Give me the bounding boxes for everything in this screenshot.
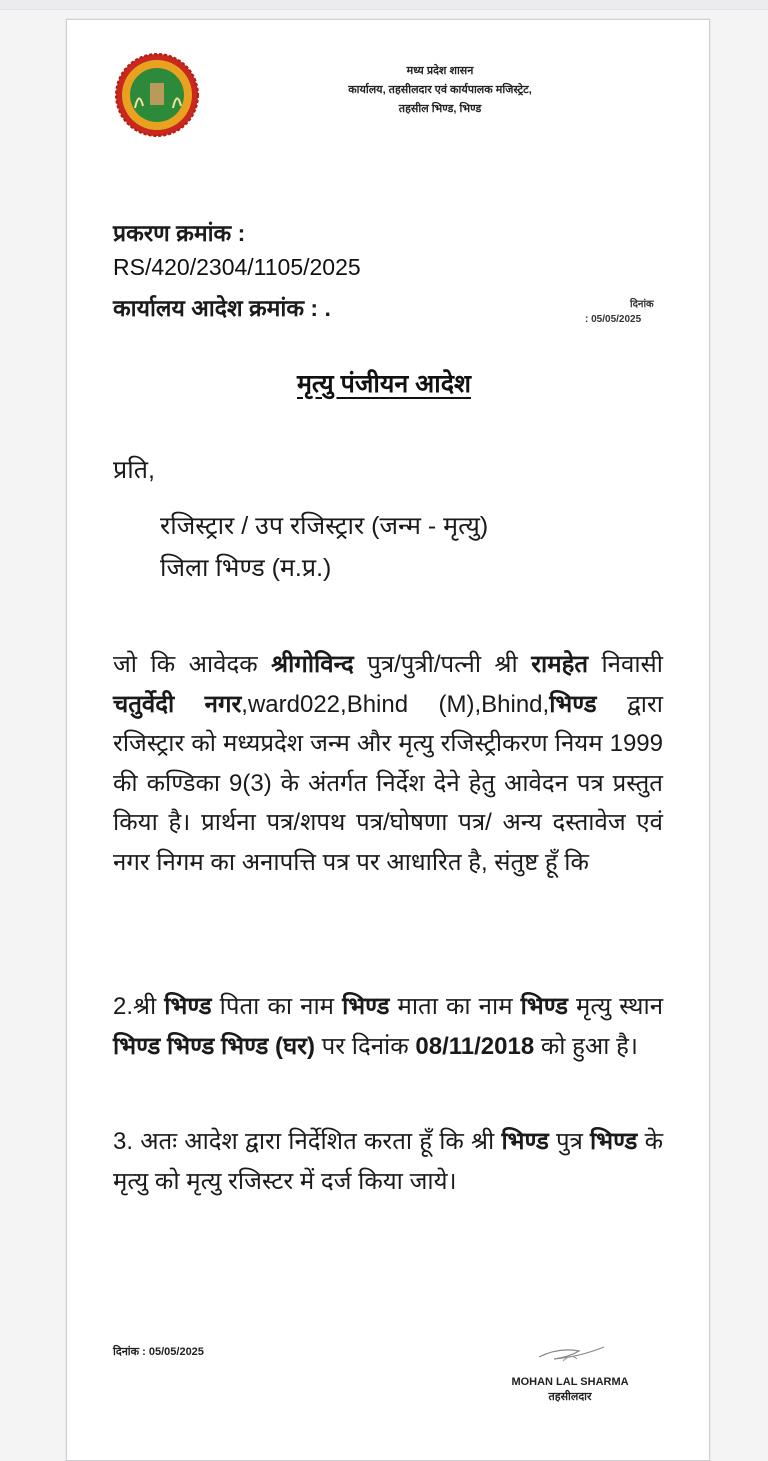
applicant-father: रामहेत [531, 651, 588, 678]
signature-icon [535, 1343, 615, 1367]
death-date: 08/11/2018 [415, 1032, 535, 1060]
text: 2.श्री [113, 993, 165, 1020]
deceased-mother: भिण्ड [520, 993, 568, 1020]
applicant-address: चतुर्वेदी नगर [113, 690, 242, 718]
text: पिता का नाम [211, 993, 343, 1020]
text: निवासी [588, 651, 663, 678]
applicant-name: श्रीगोविन्द [271, 651, 354, 678]
paragraph-1 [113, 645, 663, 882]
text: को हुआ है। [534, 1032, 638, 1060]
addressee-to: प्रति, [113, 456, 155, 484]
text: ,ward022,Bhind (M),Bhind, [241, 690, 550, 718]
applicant-district: भिण्ड [549, 690, 597, 718]
death-place: भिण्ड भिण्ड भिण्ड (घर) [113, 1032, 315, 1060]
text: पुत्र/पुत्री/पत्नी श्री [353, 651, 532, 678]
signatory-block [505, 1375, 635, 1405]
text: पुत्र [548, 1128, 591, 1155]
footer-date: दिनांक : 05/05/2025 [113, 1346, 204, 1358]
text: जो कि आवेदक [113, 651, 272, 678]
order-label: कार्यालय आदेश क्रमांक : . [113, 295, 331, 321]
text: मृत्यु स्थान [567, 993, 664, 1020]
case-label: प्रकरण क्रमांक : [113, 220, 246, 246]
text: के मृत्यु को मृत्यु रजिस्टर में दर्ज किया जाये। [113, 1128, 663, 1195]
order-title [0, 366, 768, 400]
text: द्वारा रजिस्ट्रार को मध्यप्रदेश जन्म और मृत्यु रजिस्ट्रीकरण नियम 1999 की कण्डिका 9(3) के अंतर्गत निर्देश देने हेतु आवेदन पत्र प्रस्तुत किया है। प्रार्थना पत्र/शपथ पत्र/घोषणा पत्र/ अन्य दस्तावेज एवं नगर निगम का अनापत्ति पत्र पर आधारित है, संतुष्ट हूँ कि [113, 690, 663, 876]
date-label: दिनांक [630, 299, 654, 310]
addressee-line1: रजिस्ट्रार / उप रजिस्ट्रार (जन्म - मृत्यु) [160, 512, 489, 540]
paragraph-3 [113, 1122, 663, 1201]
text: पर दिनांक [314, 1032, 416, 1060]
order-title-text: मृत्यु पंजीयन आदेश [296, 370, 472, 398]
header-location: तहसील भिण्ड, भिण्ड [398, 103, 482, 115]
addressee-line2: जिला भिण्ड (म.प्र.) [160, 554, 332, 582]
header-office: कार्यालय, तहसीलदार एवं कार्यपालक मजिस्ट्रेट, [348, 84, 532, 96]
deceased-father: भिण्ड [342, 993, 390, 1020]
office-header [290, 62, 590, 119]
date-value: : 05/05/2025 [585, 314, 642, 325]
state-emblem-logo [115, 53, 199, 137]
viewer-top-bar [0, 0, 768, 10]
signatory-name: MOHAN LAL SHARMA [511, 1376, 629, 1388]
case-number: RS/420/2304/1105/2025 [113, 254, 361, 280]
deceased-name: भिण्ड [501, 1128, 549, 1155]
text: 3. अतः आदेश द्वारा निर्देशित करता हूँ कि श्री [113, 1128, 502, 1155]
deceased-name: भिण्ड [164, 993, 212, 1020]
deceased-parent: भिण्ड [590, 1128, 638, 1155]
signatory-title: तहसीलदार [548, 1391, 592, 1403]
paragraph-2 [113, 987, 663, 1066]
header-govt: मध्य प्रदेश शासन [406, 65, 474, 77]
text: माता का नाम [389, 993, 521, 1020]
